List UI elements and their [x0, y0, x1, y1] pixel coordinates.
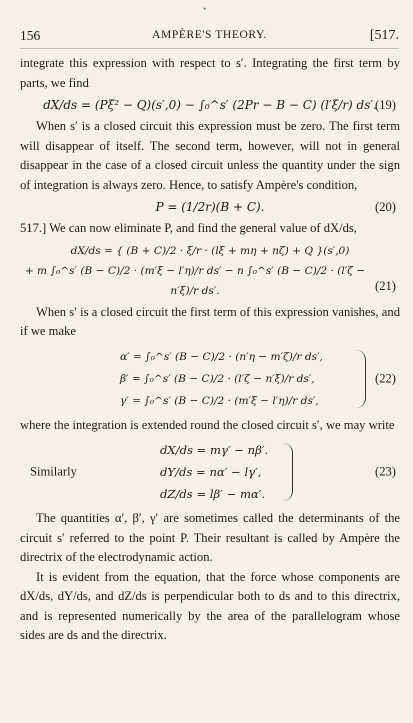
running-head-title: AMPÈRE'S THEORY.: [152, 29, 267, 41]
equation-23-system: [20, 439, 400, 505]
paragraph-5: where the integration is extended round the closed circuit s′, we may write: [20, 417, 395, 432]
paragraph-3: 517.] We can now eliminate P, and find the general value of dX/ds,: [20, 221, 357, 235]
equation-22-gamma: γ′ = ∫₀^s′ (B − C)/2 · (m′ξ − l′η)/r ds′,: [120, 394, 319, 407]
equation-22-beta: β′ = ∫₀^s′ (B − C)/2 · (l′ζ − n′ξ)/r ds′,: [120, 372, 315, 385]
header-rule: [20, 48, 399, 49]
equation-22-alpha: α′ = ∫₀^s′ (B − C)/2 · (n′η − m′ζ)/r ds′,: [120, 350, 323, 363]
equation-23-x: dX/ds = mγ′ − nβ′.: [160, 443, 269, 457]
equation-20-text: P = (1/2r)(B + C).: [155, 200, 265, 214]
equation-20-number: (20): [375, 200, 396, 214]
paragraph-4: When s′ is a closed circuit the first term of this expression vanishes, and if we make: [20, 304, 400, 338]
paragraph-6: The quantities α′, β′, γ′ are sometimes called the determinants of the circuit s′ referred to the point P. Their resultant is called by Ampère the directrix of the electrodynamic action.: [20, 511, 400, 564]
running-header: [20, 28, 399, 48]
paragraph-2: When s′ is a closed circuit this expression must be zero. The first term will disappear of itself. The second term, however, will not in general disappear in the case of a closed circuit unless the quantity under the sign of integration is always zero. Hence, to satisfy Ampère's condition,: [20, 119, 400, 192]
equation-21-line-1: dX/ds = { (B + C)/2 · ξ/r · (lξ + mη + nζ) + Q }(s′,0): [70, 244, 350, 257]
right-brace: [355, 350, 366, 408]
page-body: [20, 54, 400, 646]
similarly-label: Similarly: [30, 464, 77, 479]
equation-23-number: (23): [375, 464, 396, 479]
equation-19: [20, 95, 400, 115]
page-number: 156: [20, 28, 41, 43]
equation-22-system: [20, 346, 400, 412]
page-mark: •: [203, 4, 207, 14]
equation-21: [20, 241, 400, 301]
equation-21-line-2: + m ∫₀^s′ (B − C)/2 · (m′ξ − l′η)/r ds′ − n ∫₀^s′ (B − C)/2 · (l′ζ − n′ξ)/r ds′.: [24, 264, 366, 297]
paragraph-1: integrate this expression with respect to s′. Integrating the first term by parts, we find: [20, 56, 400, 90]
equation-21-number: (21): [375, 278, 396, 293]
right-brace: [282, 443, 293, 501]
equation-22-number: (22): [375, 371, 396, 385]
equation-20: [20, 197, 400, 217]
equation-19-number: (19): [375, 98, 396, 112]
equation-23-y: dY/ds = nα′ − lγ′,: [160, 465, 262, 479]
section-marker: [517.: [369, 28, 399, 43]
equation-19-text: dX/ds = (Pξ² − Q)(s′,0) − ∫₀^s′ (2Pr − B − C) (l′ξ/r) ds′.: [43, 98, 377, 112]
equation-23-z: dZ/ds = lβ′ − mα′.: [160, 487, 266, 501]
paragraph-7: It is evident from the equation, that the force whose components are dX/ds, dY/ds, and dZ/ds is perpendicular both to ds and to this directrix, and is represented numerically by the area of the parallelogram whose sides are ds and the directrix.: [20, 569, 400, 642]
